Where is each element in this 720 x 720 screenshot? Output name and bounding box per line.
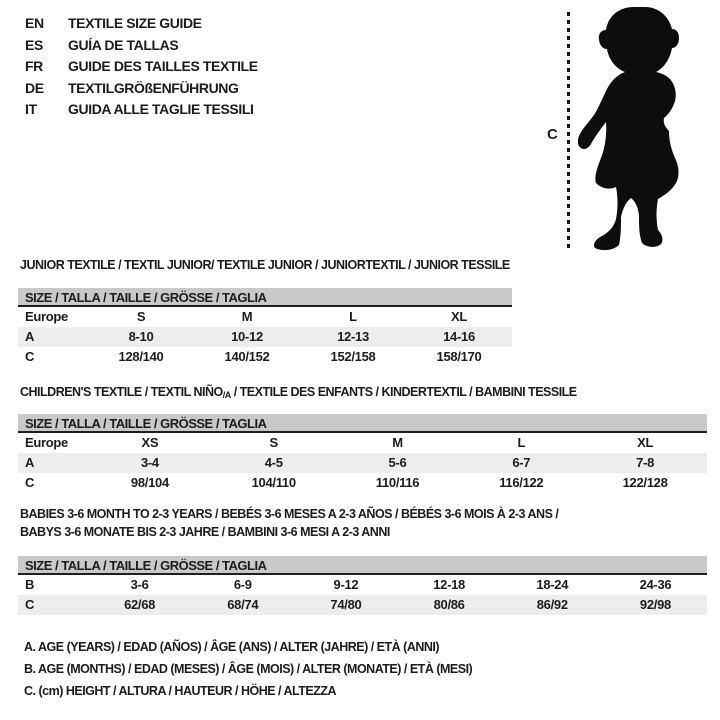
row-label: Europe [25, 435, 68, 450]
value-cell: 68/74 [227, 597, 259, 612]
value-cell: 92/98 [639, 597, 671, 612]
table-row-europe [18, 433, 707, 453]
children-title-subscript: /A [222, 390, 231, 400]
table-row-europe [18, 307, 512, 327]
size-cell: M [392, 435, 403, 450]
language-title: TEXTILE SIZE GUIDE [68, 15, 202, 31]
note-height-cm: C. (cm) HEIGHT / ALTURA / HAUTEUR / HÖHE / ALTEZZA [24, 684, 337, 698]
size-header-bar: SIZE / TALLA / TAILLE / GRÖSSE / TAGLIA [18, 556, 707, 575]
value-cell: 98/104 [130, 475, 169, 490]
row-label: C [25, 597, 35, 612]
row-label: A [25, 455, 35, 470]
value-cell: 14-16 [443, 329, 475, 344]
row-label: C [25, 349, 35, 364]
language-row-it [25, 99, 258, 121]
language-title-list [25, 13, 258, 121]
table-row-age [18, 327, 512, 347]
size-cell: XL [450, 309, 467, 324]
language-title: GUIDE DES TAILLES TEXTILE [68, 58, 258, 75]
children-title-post: / TEXTILE DES ENFANTS / KINDERTEXTIL / BAMBINI TESSILE [230, 385, 577, 399]
value-cell: 9-12 [333, 577, 359, 592]
row-label: B [25, 577, 35, 592]
value-cell: 110/116 [375, 475, 420, 490]
table-row-months [18, 575, 707, 595]
language-row-de [25, 78, 258, 100]
value-cell: 140/152 [224, 349, 270, 364]
children-section-title [20, 384, 577, 401]
language-title: TEXTILGRÖßENFÜHRUNG [68, 79, 239, 96]
value-cell: 158/170 [436, 349, 482, 364]
babies-section-title-line1: BABIES 3-6 MONTH TO 2-3 YEARS / BEBÉS 3-6 MESES A 2-3 AÑOS / BÉBÉS 3-6 MOIS À 2-3 ANS / [20, 507, 559, 521]
size-cell: M [241, 309, 253, 324]
value-cell: 3-6 [130, 577, 149, 592]
children-size-table [18, 414, 707, 493]
babies-section-title-line2: BABYS 3-6 MONATE BIS 2-3 JAHRE / BAMBINI 3-6 MESI A 2-3 ANNI [20, 525, 390, 539]
row-label: C [25, 475, 35, 490]
value-cell: 12-13 [337, 329, 369, 344]
language-row-en [25, 13, 258, 35]
size-cell: XL [637, 435, 654, 450]
value-cell: 8-10 [128, 329, 154, 344]
table-row-height [18, 473, 707, 493]
junior-section-title-text: JUNIOR TEXTILE / TEXTIL JUNIOR/ TEXTILE JUNIOR / JUNIORTEXTIL / JUNIOR TESSILE [20, 258, 510, 272]
value-cell: 116/122 [499, 475, 544, 490]
language-code: DE [25, 79, 44, 96]
value-cell: 128/140 [118, 349, 164, 364]
language-code: ES [25, 36, 43, 53]
value-cell: 3-4 [140, 455, 159, 470]
value-cell: 74/80 [330, 597, 362, 612]
value-cell: 104/110 [251, 475, 296, 490]
language-title: GUIDA ALLE TAGLIE TESSILI [68, 101, 254, 118]
note-age-years: A. AGE (YEARS) / EDAD (AÑOS) / ÂGE (ANS) / ALTER (JAHRE) / ETÀ (ANNI) [24, 640, 440, 654]
junior-size-table [18, 288, 512, 367]
table-row-height [18, 595, 707, 615]
value-cell: 80/86 [433, 597, 465, 612]
value-cell: 5-6 [388, 455, 407, 470]
size-cell: S [269, 435, 278, 450]
height-dotted-line [567, 12, 570, 252]
height-marker-label: C [547, 126, 558, 143]
language-code: EN [25, 15, 44, 31]
value-cell: 86/92 [536, 597, 568, 612]
value-cell: 62/68 [124, 597, 156, 612]
language-row-fr [25, 56, 258, 78]
row-label: Europe [25, 309, 68, 324]
size-cell: S [136, 309, 146, 324]
language-title: GUÍA DE TALLAS [68, 36, 179, 53]
table-row-height [18, 347, 512, 367]
size-header-bar: SIZE / TALLA / TAILLE / GRÖSSE / TAGLIA [18, 414, 707, 433]
value-cell: 6-7 [512, 455, 531, 470]
value-cell: 7-8 [636, 455, 655, 470]
value-cell: 4-5 [264, 455, 283, 470]
junior-section-title [20, 257, 510, 273]
language-code: IT [25, 101, 37, 118]
babies-size-table [18, 556, 707, 615]
row-label: A [25, 329, 35, 344]
value-cell: 18-24 [536, 577, 569, 592]
value-cell: 12-18 [433, 577, 465, 592]
children-title-pre: CHILDREN'S TEXTILE / TEXTIL NIÑO [20, 385, 223, 399]
value-cell: 10-12 [231, 329, 263, 344]
value-cell: 6-9 [233, 577, 252, 592]
language-code: FR [25, 58, 43, 75]
language-row-es [25, 35, 258, 57]
value-cell: 152/158 [330, 349, 376, 364]
value-cell: 122/128 [622, 475, 668, 490]
size-cell: L [349, 309, 357, 324]
toddler-silhouette-icon [576, 5, 696, 253]
table-row-age [18, 453, 707, 473]
value-cell: 24-36 [639, 577, 672, 592]
size-header-bar: SIZE / TALLA / TAILLE / GRÖSSE / TAGLIA [18, 288, 512, 307]
size-cell: L [517, 435, 526, 450]
note-age-months: B. AGE (MONTHS) / EDAD (MESES) / ÂGE (MOIS) / ALTER (MONATE) / ETÀ (MESI) [24, 662, 473, 676]
legend-notes [24, 636, 472, 702]
size-cell: XS [141, 435, 159, 450]
